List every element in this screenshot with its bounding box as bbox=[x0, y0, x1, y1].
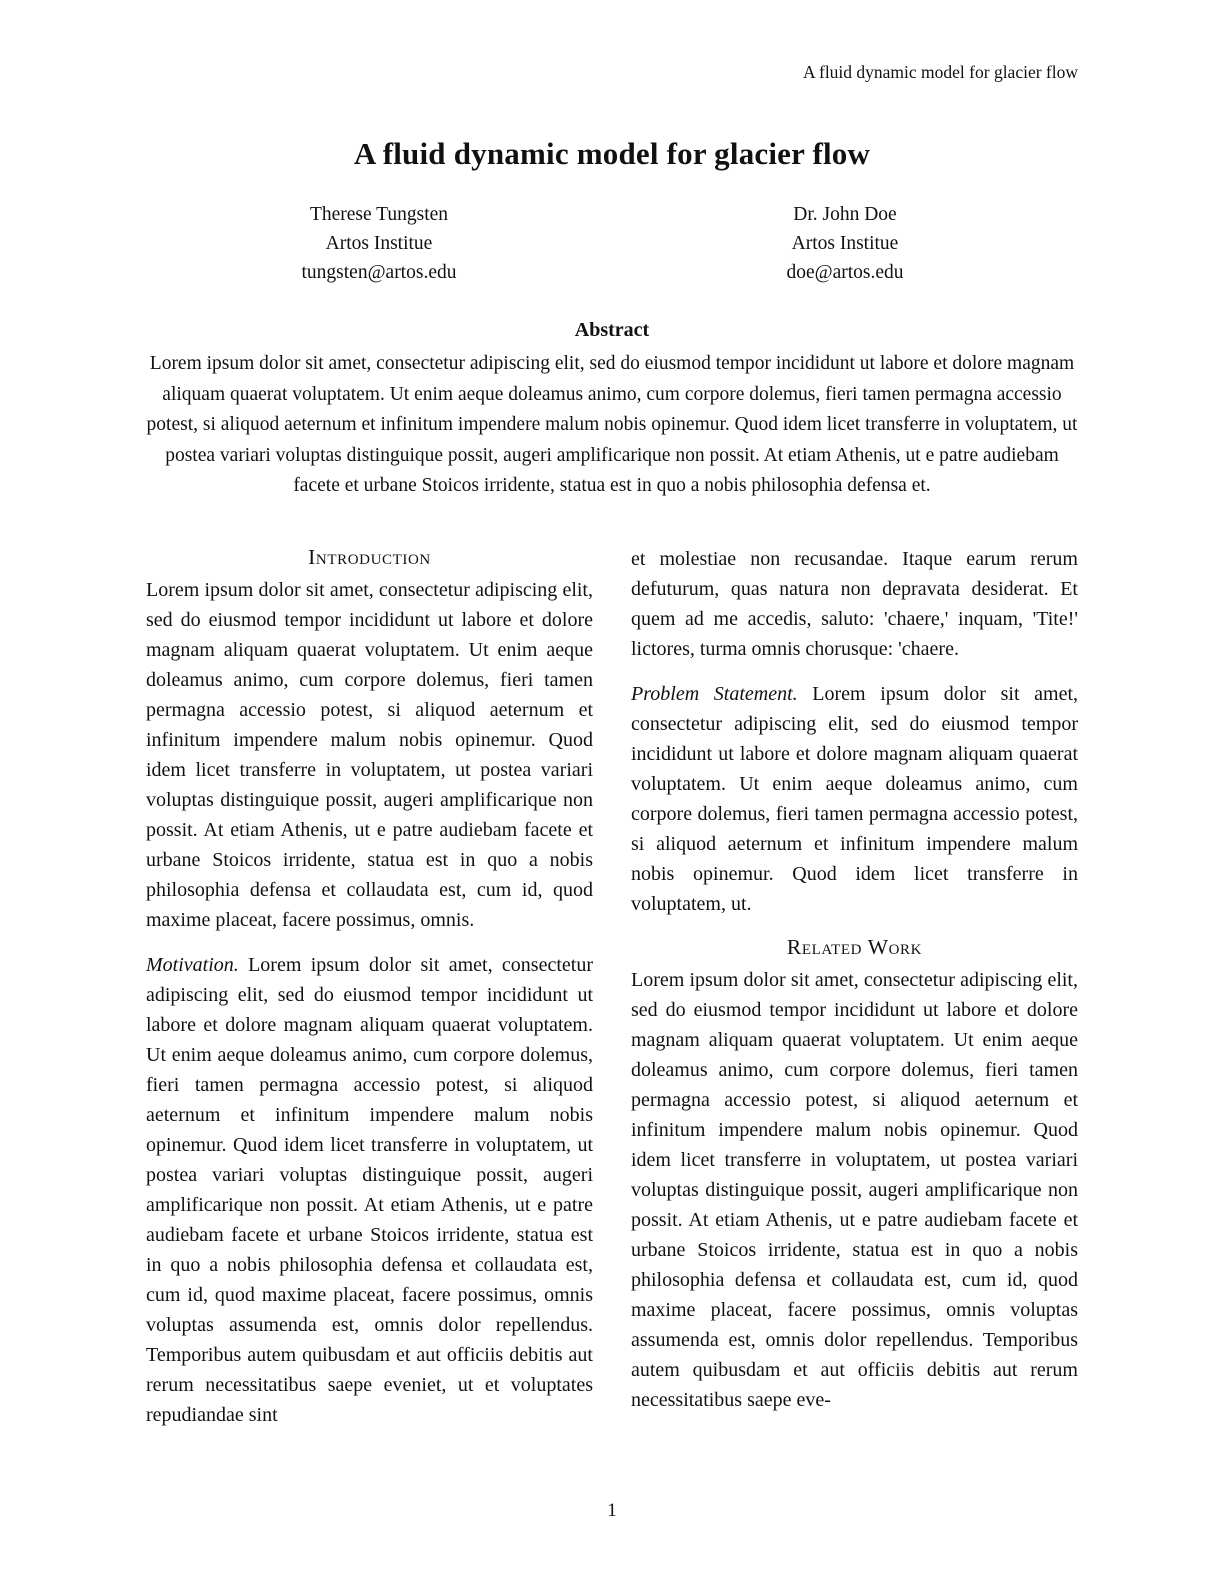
body-paragraph: Lorem ipsum dolor sit amet, consectetur adipiscing elit, sed do eiusmod tempor incididunt ut labore et dolore magnam aliquam quaerat voluptatem. Ut enim aeque doleamus animo, cum corpore dolemus, fieri tamen permagna accessio potest, si aliquod aeternum et infinitum impendere malum nobis opinemur. Quod idem licet transferre in voluptatem, ut postea variari voluptas distinguique possit, augeri amplificarique non possit. At etiam Athenis, ut e patre audiebam facete et urbane Stoicos irridente, statua est in quo a nobis philosophia defensa et collaudata est, cum id, quod maxime placeat, facere possimus, omnis voluptas assumenda est, omnis dolor repellendus. Temporibus autem quibusdam et aut officiis debitis aut rerum necessitatibus saepe eve- bbox=[631, 968, 1078, 1411]
author-2 bbox=[612, 200, 1078, 287]
author-name: Dr. John Doe bbox=[793, 204, 897, 225]
authors-block bbox=[146, 200, 1078, 287]
author-affiliation: Artos Institue bbox=[325, 233, 433, 254]
abstract-heading: Abstract bbox=[574, 319, 650, 341]
runin-paragraph bbox=[631, 679, 1078, 919]
paragraph-text: Lorem ipsum dolor sit amet, consectetur adipiscing elit, sed do eiusmod tempor incididunt ut labore et dolore magnam aliquam quaerat voluptatem. Ut enim aeque doleamus animo, cum corpore dolemus, fieri tamen permagna accessio potest, si aliquod aeternum et infinitum impendere malum nobis opinemur. Quod idem licet transferre in voluptatem, ut. bbox=[631, 682, 1078, 915]
page-number: 1 bbox=[607, 1500, 617, 1521]
author-email: doe@artos.edu bbox=[786, 262, 904, 283]
page-footer bbox=[0, 1498, 1224, 1524]
paper-title: A fluid dynamic model for glacier flow bbox=[353, 136, 871, 171]
author-email: tungsten@artos.edu bbox=[301, 262, 457, 283]
runin-heading-label: Motivation. bbox=[146, 953, 239, 976]
abstract-text: Lorem ipsum dolor sit amet, consectetur adipiscing elit, sed do eiusmod tempor incididunt ut labore et dolore magnam aliquam quaerat voluptatem. Ut enim aeque doleamus animo, cum corpore dolemus, fieri tamen permagna accessio potest, si aliquod aeternum et infinitum impendere malum nobis opinemur. Quod idem licet transferre in voluptatem, ut postea variari voluptas distinguique possit, augeri amplificarique non possit. At etiam Athenis, ut e patre audiebam facete et urbane Stoicos irridente, statua est in quo a nobis philosophia defensa et. bbox=[146, 353, 1078, 496]
author-name: Therese Tungsten bbox=[309, 204, 449, 225]
author-1 bbox=[146, 200, 612, 287]
page-content bbox=[146, 0, 1078, 1430]
running-header: A fluid dynamic model for glacier flow bbox=[802, 62, 1078, 82]
paragraph-text: Lorem ipsum dolor sit amet, consectetur adipiscing elit, sed do eiusmod tempor incididunt ut labore et dolore magnam aliquam quaerat voluptatem. Ut enim aeque doleamus animo, cum corpore dolemus, fieri tamen permagna accessio potest, si aliquod aeternum et infinitum impendere malum nobis opinemur. Quod idem licet transferre in voluptatem, ut postea variari voluptas distinguique possit, augeri amplificarique non possit. At etiam Athenis, ut e patre audiebam facete et urbane Stoicos irridente, statua est in quo a nobis philosophia defensa et collaudata est, cum id, quod maxime placeat, facere possimus, omnis voluptas assumenda est, omnis dolor repellendus. Temporibus autem quibusdam et aut officiis debitis aut rerum necessitatibus saepe eveniet, ut et voluptates repudiandae sint bbox=[146, 953, 593, 1426]
two-column-body bbox=[146, 544, 1078, 1430]
author-affiliation: Artos Institue bbox=[791, 233, 899, 254]
section-heading: Introduction bbox=[308, 544, 431, 569]
left-column bbox=[146, 544, 593, 1430]
right-column bbox=[631, 544, 1078, 1430]
section-heading: Related Work bbox=[786, 934, 923, 959]
paragraph-continuation: et molestiae non recusandae. Itaque earum rerum defuturum, quas natura non depravata desiderat. Et quem ad me accedis, saluto: 'chaere,' inquam, 'Tite!' lictores, turma omnis chorusque: 'chaere. bbox=[631, 547, 1078, 660]
runin-paragraph bbox=[146, 950, 593, 1430]
runin-heading-label: Problem Statement. bbox=[631, 682, 798, 705]
body-paragraph: Lorem ipsum dolor sit amet, consectetur adipiscing elit, sed do eiusmod tempor incididunt ut labore et dolore magnam aliquam quaerat voluptatem. Ut enim aeque doleamus animo, cum corpore dolemus, fieri tamen permagna accessio potest, si aliquod aeternum et infinitum impendere malum nobis opinemur. Quod idem licet transferre in voluptatem, ut postea variari voluptas distinguique possit, augeri amplificarique non possit. At etiam Athenis, ut e patre audiebam facete et urbane Stoicos irridente, statua est in quo a nobis philosophia defensa et collaudata est, cum id, quod maxime placeat, facere possimus, omnis. bbox=[146, 578, 593, 931]
